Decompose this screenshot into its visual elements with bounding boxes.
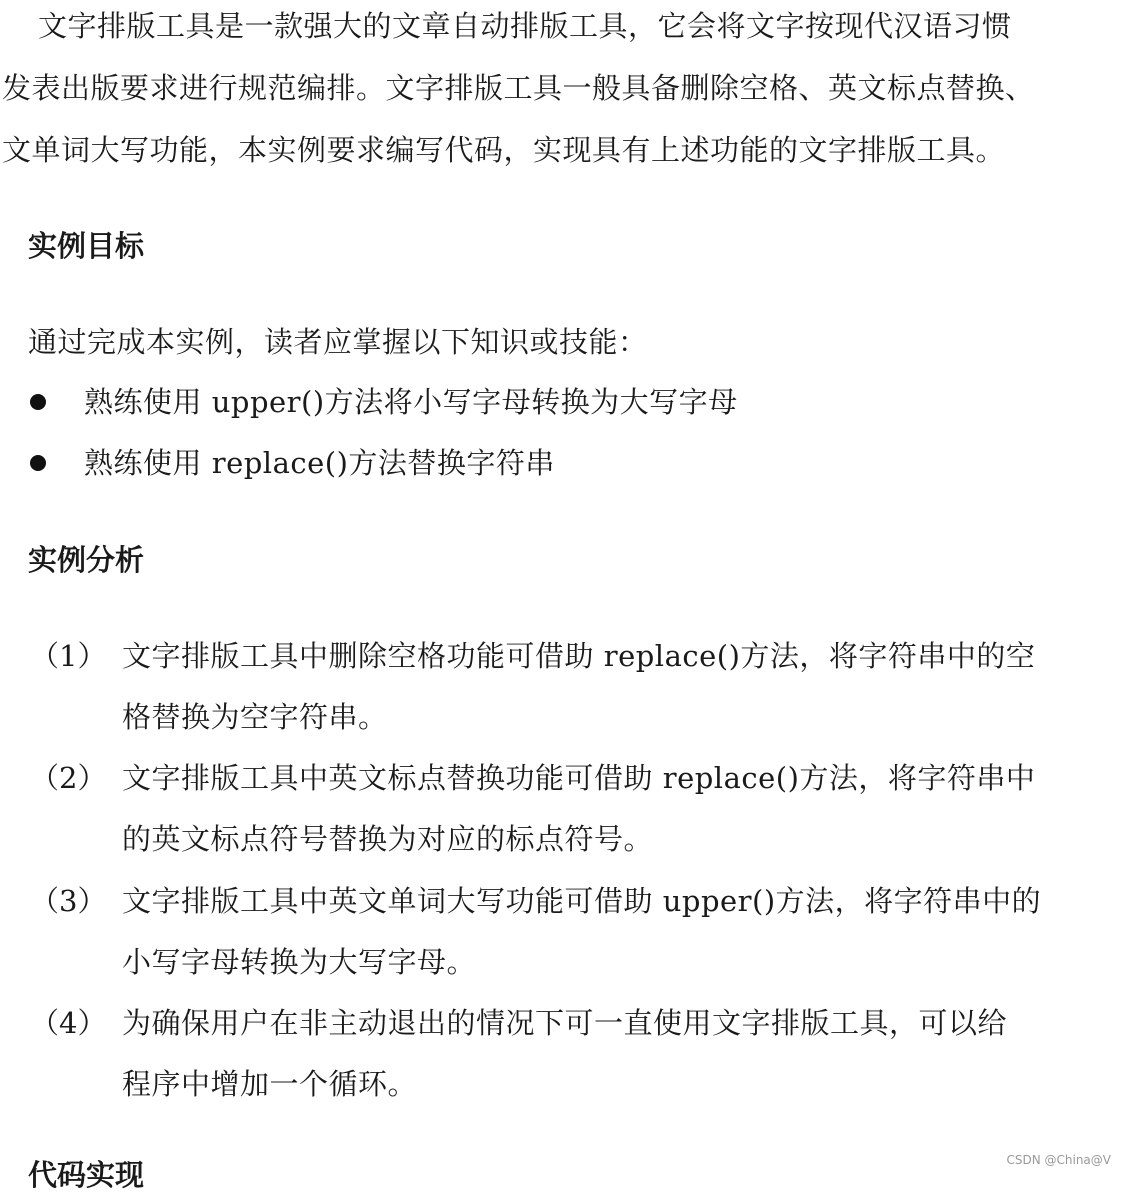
watermark-text: CSDN @China@V — [1006, 1153, 1111, 1167]
goal-bullet-2: 熟练使用 replace()方法替换字符串 — [84, 446, 555, 480]
intro-line-2: 发表出版要求进行规范编排。文字排版工具一般具备删除空格、英文标点替换、 — [2, 71, 1035, 105]
analysis-item-4-line-2: 程序中增加一个循环。 — [122, 1067, 418, 1101]
analysis-item-number: （4） — [30, 1006, 107, 1040]
section-heading-analysis: 实例分析 — [28, 543, 145, 577]
analysis-item-number: （2） — [30, 761, 107, 795]
analysis-item-number: （1） — [30, 639, 107, 673]
goal-lead-text: 通过完成本实例，读者应掌握以下知识或技能： — [28, 325, 648, 359]
section-heading-code: 代码实现 — [28, 1158, 145, 1192]
goal-bullet-1: 熟练使用 upper()方法将小写字母转换为大写字母 — [84, 385, 738, 419]
analysis-item-3-line-1: 文字排版工具中英文单词大写功能可借助 upper()方法，将字符串中的 — [122, 884, 1042, 918]
analysis-item-3-line-2: 小写字母转换为大写字母。 — [122, 945, 477, 979]
intro-line-3: 文单词大写功能，本实例要求编写代码，实现具有上述功能的文字排版工具。 — [2, 133, 1006, 167]
analysis-item-2-line-1: 文字排版工具中英文标点替换功能可借助 replace()方法，将字符串中 — [122, 761, 1036, 795]
section-heading-goal: 实例目标 — [28, 229, 145, 263]
bullet-dot-icon — [30, 455, 46, 471]
analysis-item-2-line-2: 的英文标点符号替换为对应的标点符号。 — [122, 822, 654, 856]
analysis-item-4-line-1: 为确保用户在非主动退出的情况下可一直使用文字排版工具，可以给 — [122, 1006, 1008, 1040]
analysis-item-1-line-1: 文字排版工具中删除空格功能可借助 replace()方法，将字符串中的空 — [122, 639, 1036, 673]
analysis-item-1-line-2: 格替换为空字符串。 — [122, 700, 388, 734]
analysis-item-number: （3） — [30, 884, 107, 918]
intro-line-1: 文字排版工具是一款强大的文章自动排版工具，它会将文字按现代汉语习惯 — [38, 9, 1012, 43]
bullet-dot-icon — [30, 394, 46, 410]
